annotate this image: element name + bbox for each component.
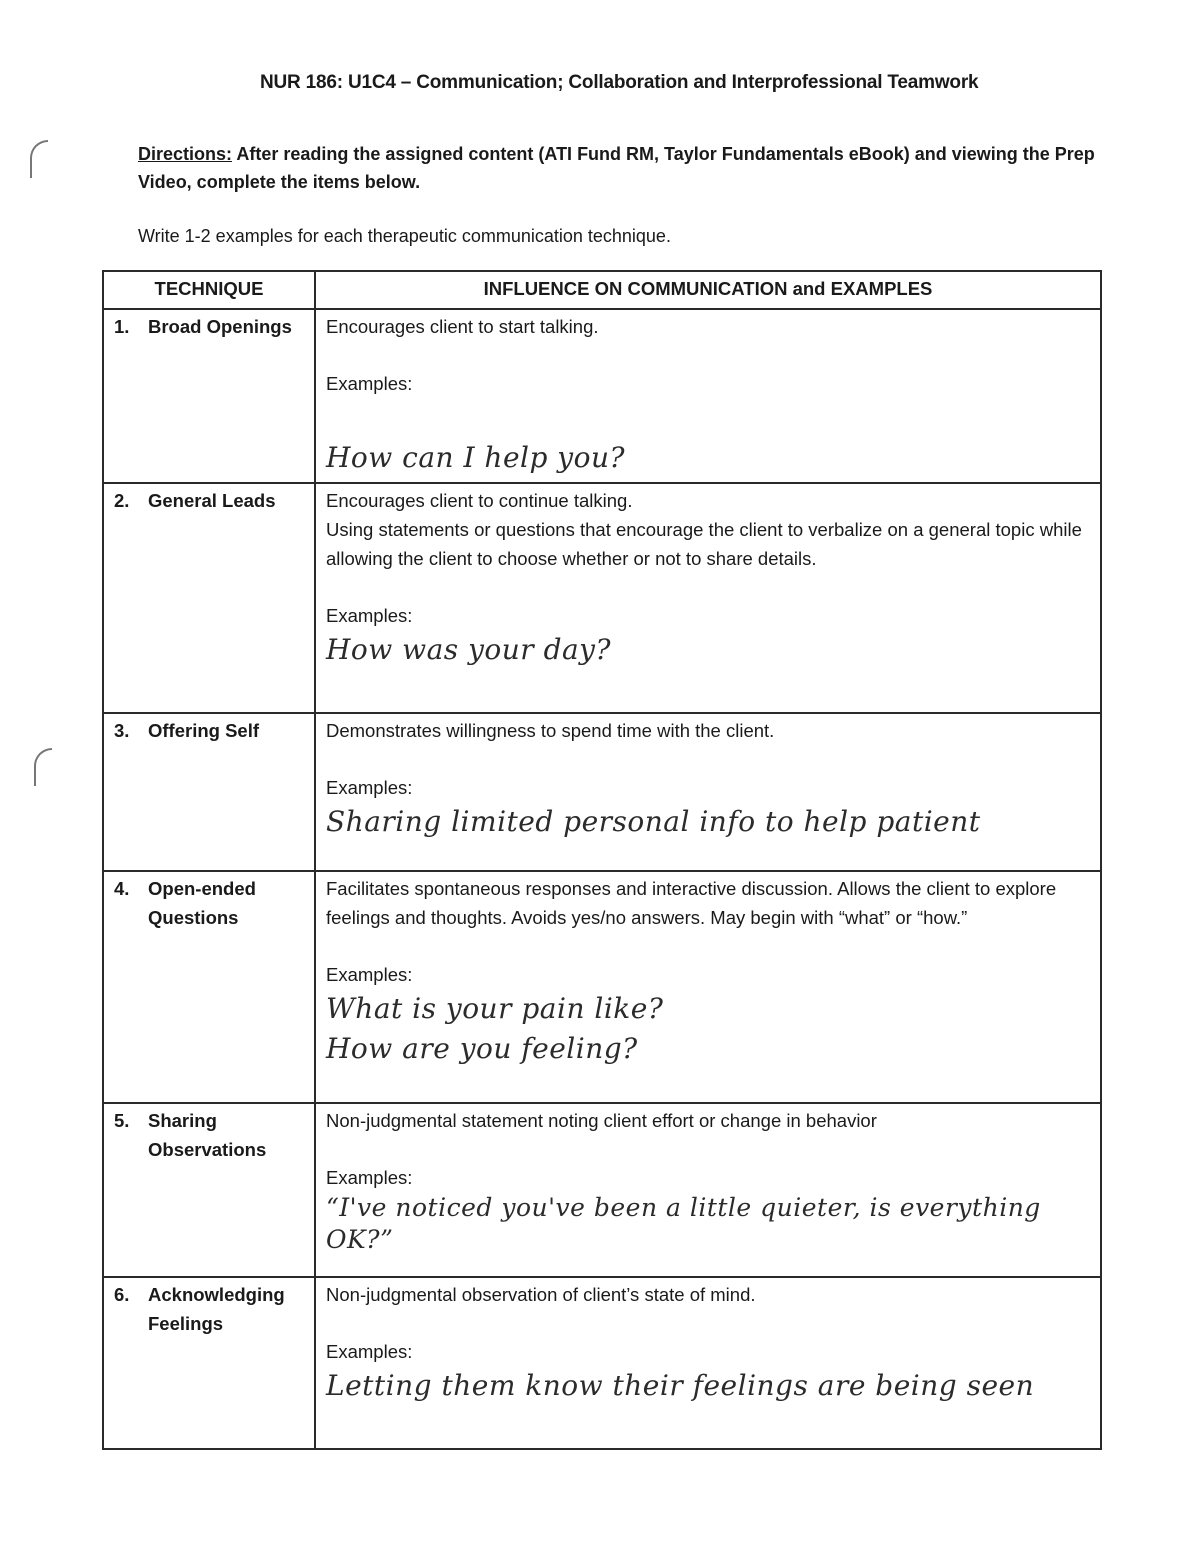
handwritten-example: How was your day?	[326, 633, 612, 666]
influence-text: Non-judgmental statement noting client effort or change in behavior	[326, 1110, 877, 1131]
technique-name: Sharing Observations	[148, 1110, 267, 1160]
handwritten-example: Sharing limited personal info to help patient	[326, 805, 981, 838]
table-row	[103, 871, 1101, 1103]
table-row	[103, 1103, 1101, 1277]
influence-text: Non-judgmental observation of client’s state of mind.	[326, 1284, 756, 1305]
technique-table	[102, 270, 1102, 1450]
technique-number: 1.	[114, 316, 130, 337]
technique-name: Broad Openings	[148, 316, 292, 337]
technique-cell	[103, 871, 315, 1103]
handwritten-example: How can I help you?	[326, 441, 626, 474]
table-row	[103, 1277, 1101, 1449]
influence-text: Encourages client to start talking.	[326, 316, 599, 337]
influence-cell	[315, 309, 1101, 483]
technique-number: 6.	[114, 1284, 130, 1305]
examples-label: Examples:	[326, 777, 413, 798]
influence-text: Demonstrates willingness to spend time with the client.	[326, 720, 775, 741]
technique-name: Open-ended Questions	[148, 878, 256, 928]
table-row	[103, 483, 1101, 713]
directions	[138, 140, 1098, 196]
examples-label: Examples:	[326, 605, 413, 626]
directions-text: After reading the assigned content (ATI Fund RM, Taylor Fundamentals eBook) and viewing the Prep Video, complete the items below.	[138, 144, 1095, 192]
instruction: Write 1-2 examples for each therapeutic communication technique.	[138, 226, 671, 246]
technique-cell	[103, 309, 315, 483]
technique-cell	[103, 483, 315, 713]
influence-text: Facilitates spontaneous responses and interactive discussion. Allows the client to explore feelings and thoughts. Avoids yes/no answers. May begin with “what” or “how.”	[326, 878, 1057, 928]
examples-label: Examples:	[326, 373, 413, 394]
examples-label: Examples:	[326, 1341, 413, 1362]
technique-number: 5.	[114, 1110, 130, 1131]
handwritten-example: What is your pain like?	[326, 992, 664, 1025]
influence-text: Using statements or questions that encourage the client to verbalize on a general topic while allowing the client to choose whether or not to share details.	[326, 519, 1082, 569]
table-row	[103, 713, 1101, 871]
influence-cell	[315, 1103, 1101, 1277]
influence-cell	[315, 871, 1101, 1103]
examples-label: Examples:	[326, 964, 413, 985]
table-row	[103, 309, 1101, 483]
header-technique: TECHNIQUE	[103, 271, 315, 309]
scan-artifact	[30, 140, 48, 178]
table-header-row	[103, 271, 1101, 309]
page-title: NUR 186: U1C4 – Communication; Collaboration and Interprofessional Teamwork	[260, 72, 979, 93]
technique-name: Acknowledging Feelings	[148, 1284, 285, 1334]
header-influence: INFLUENCE ON COMMUNICATION and EXAMPLES	[315, 271, 1101, 309]
technique-number: 3.	[114, 720, 130, 741]
technique-name: General Leads	[148, 490, 276, 511]
influence-cell	[315, 1277, 1101, 1449]
handwritten-example: How are you feeling?	[326, 1032, 638, 1065]
influence-cell	[315, 483, 1101, 713]
handwritten-example: Letting them know their feelings are being seen	[326, 1369, 1035, 1402]
scan-artifact	[34, 748, 52, 786]
influence-cell	[315, 713, 1101, 871]
handwritten-example: “I've noticed you've been a little quieter, is everything OK?”	[326, 1193, 1041, 1254]
influence-text: Encourages client to continue talking.	[326, 490, 633, 511]
technique-number: 2.	[114, 490, 130, 511]
technique-number: 4.	[114, 878, 130, 899]
technique-cell	[103, 1103, 315, 1277]
technique-name: Offering Self	[148, 720, 260, 741]
examples-label: Examples:	[326, 1167, 413, 1188]
technique-cell	[103, 713, 315, 871]
technique-cell	[103, 1277, 315, 1449]
directions-label: Directions:	[138, 144, 233, 164]
